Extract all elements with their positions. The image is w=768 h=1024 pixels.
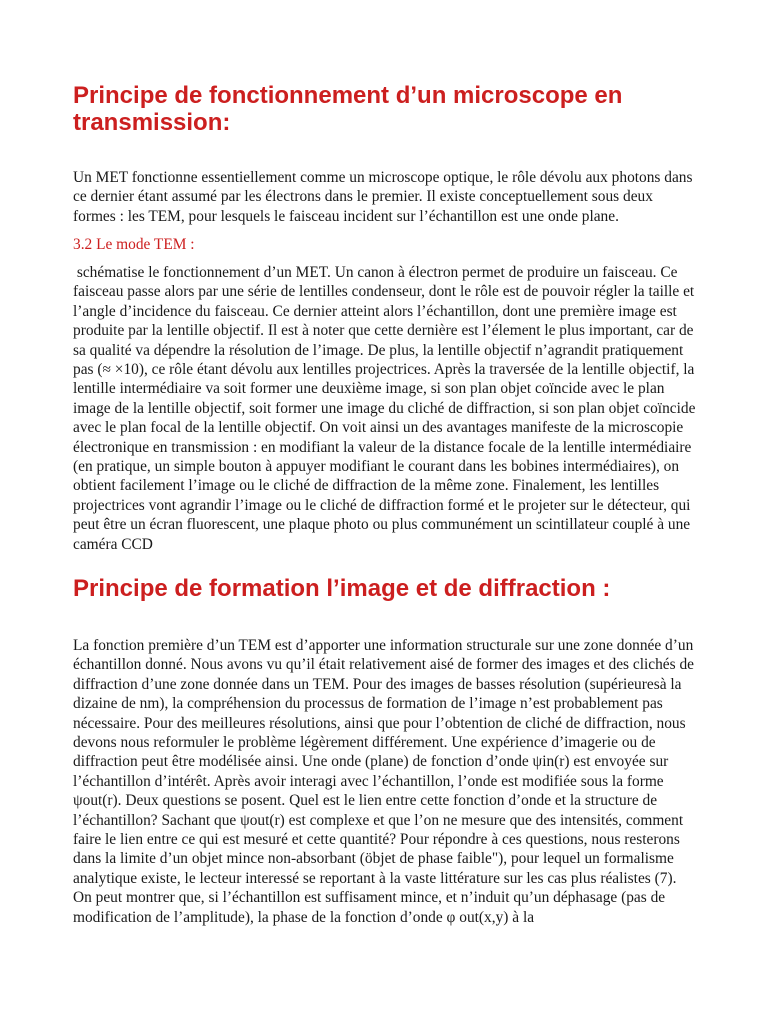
intro-paragraph: Un MET fonctionne essentiellement comme un microscope optique, le rôle dévolu aux photons dans ce dernier étant assumé par les électrons dans le premier. Il existe conceptuellement sous deux formes : les TEM, pour lesquels le faisceau incident sur l’échantillon est une onde plane. bbox=[73, 169, 693, 225]
subheading-mode-tem: 3.2 Le mode TEM : bbox=[73, 236, 195, 253]
section-title-image-formation: Principe de formation l’image et de diffraction : bbox=[73, 575, 611, 602]
mode-tem-paragraph: schématise le fonctionnement d’un MET. Un canon à électron permet de produire un faisceau. Ce faisceau passe alors par une série de lentilles condenseur, dont le rôle est de pouvoir régler la taille et l’angle d’incidence du faisceau. Ce dernier atteint alors l’échantillon, dont une première image est produite par la lentille objectif. Il est à noter que cette dernière est l’élement le plus important, car de sa qualité va dépendre la résolution de l’image. De plus, la lentille objectif n’agrandit pratiquement pas (≈ ×10), ce rôle étant dévolu aux lentilles projectrices. Après la traversée de la lentille objectif, la lentille intermédiaire va soit former une deuxième image, si son plan objet coïncide avec le plan image de la lentille objectif, soit former une image du cliché de diffraction, si son plan objet coïncide avec le plan focal de la lentille objectif. On voit ainsi un des avantages manifeste de la microscopie électronique en transmission : en modifiant la valeur de la distance focale de la lentille intermédiaire (en pratique, un simple bouton à appuyer modifiant le courant dans les bobines intermédiaires), on obtient facilement l’image ou le cliché de diffraction de la même zone. Finalement, les lentilles projectrices vont agrandir l’image ou le cliché de diffraction formé et le projeter sur le détecteur, qui peut être un écran fluorescent, une plaque photo ou plus communément un scintillateur couplé à une caméra CCD bbox=[73, 264, 700, 553]
image-formation-paragraph: La fonction première d’un TEM est d’apporter une information structurale sur une zone donnée d’un échantillon donné. Nous avons vu qu’il était relativement aisé de former des images et des clichés de diffraction d’une zone donnée dans un TEM. Pour des images de basses résolution (supérieuresà la dizaine de nm), la compréhension du processus de formation de l’image n’est probablement pas nécessaire. Pour des meilleures résolutions, ainsi que pour l’obtention de cliché de diffraction, nous devons nous reformuler le problème légèrement différement. Une expérience d’imagerie ou de diffraction peut être modélisée ainsi. Une onde (plane) de fonction d’onde ψin(r) est envoyée sur l’échantillon d’intérêt. Après avoir interagi avec l’échantillon, l’onde est modifiée sous la forme ψout(r). Deux questions se posent. Quel est le lien entre cette fonction d’onde et la structure de l’échantillon? Sachant que ψout(r) est complexe et que l’on ne mesure que des intensités, comment faire le lien entre ce qui est mesuré et cette quantité? Pour répondre à ces questions, nous resterons dans la limite d’un objet mince non-absorbant (öbjet de phase faible"), pour lequel un formalisme analytique existe, le lecteur interessé se reportant à la vaste littérature sur les cas plus réalistes (7). On peut montrer que, si l’échantillon est suffisament mince, et n’induit qu’un déphasage (pas de modification de l’amplitude), la phase de la fonction d’onde φ out(x,y) à la bbox=[73, 637, 694, 926]
section-title-microscope-transmission: Principe de fonctionnement d’un microscope en transmission: bbox=[73, 82, 623, 136]
